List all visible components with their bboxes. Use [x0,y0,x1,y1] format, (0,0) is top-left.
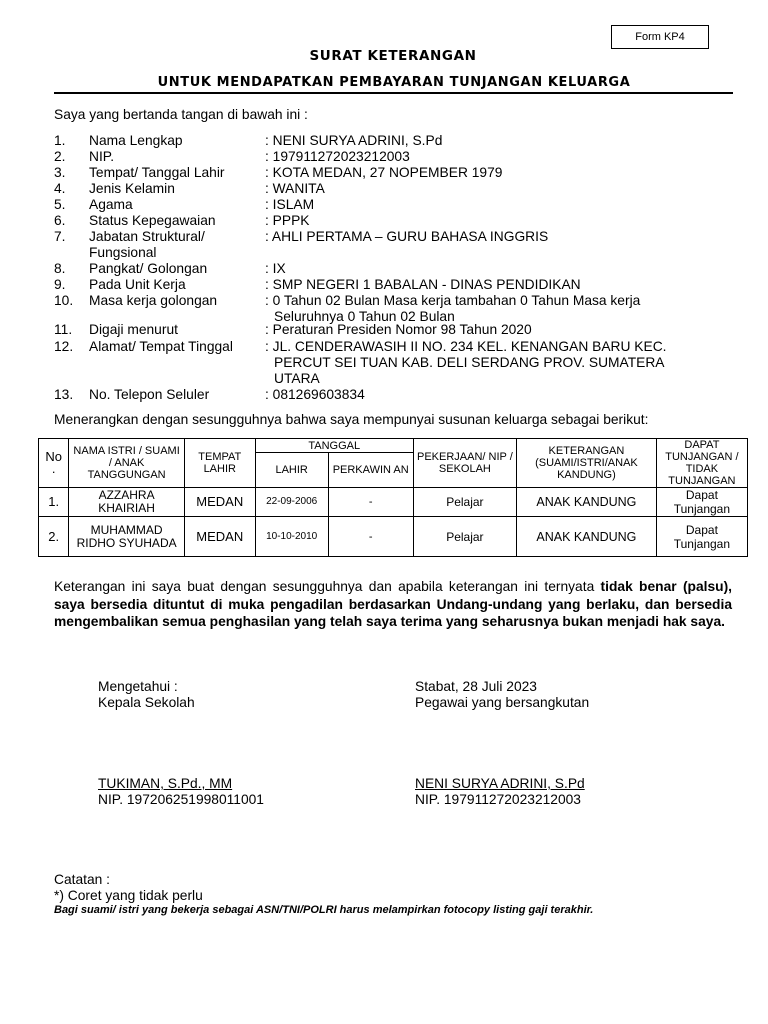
field-value-line: : 0 Tahun 02 Bulan Masa kerja tambahan 0 Tahun Masa kerja [265,293,641,308]
statement-bold: tidak benar (palsu), saya bersedia dituntut di muka pengadilan berdasarkan Undang-undang yang berlaku, dan bersedia mengembalikan semua penghasilan yang telah saya terima yang seharusnya bukan menjadi hak saya. [54,579,732,629]
field-number: 2. [54,149,66,164]
field-label: No. Telepon Seluler [89,387,210,402]
field-number: 1. [54,133,66,148]
cell-dapat: Dapat Tunjangan [656,517,747,557]
principal-name: TUKIMAN, S.Pd., MM [98,776,233,791]
field-value-line: : JL. CENDERAWASIH II NO. 234 KEL. KENANGAN BARU KEC. [265,339,667,354]
cell-dapat: Dapat Tunjangan [656,488,747,517]
field-value [265,293,735,325]
notes-line-1: *) Coret yang tidak perlu [54,888,203,903]
statement-paragraph [54,578,732,631]
field-value [265,339,735,387]
form-code-box [611,25,709,49]
field-number: 4. [54,181,66,196]
field-number: 12. [54,339,74,354]
cell-pekerjaan: Pelajar [413,488,516,517]
family-lead-text: Menerangkan dengan sesungguhnya bahwa saya mempunyai susunan keluarga sebagai berikut: [54,412,649,427]
field-number: 7. [54,229,66,244]
field-number: 10. [54,293,74,308]
field-label: NIP. [89,149,115,164]
field-label [89,229,264,261]
header-no-dot: . [51,461,56,476]
field-label: Masa kerja golongan [89,293,218,308]
field-value: : AHLI PERTAMA – GURU BAHASA INGGRIS [265,229,549,244]
header-keterangan: KETERANGAN (SUAMI/ISTRI/ANAK KANDUNG) [517,439,657,488]
field-number: 9. [54,277,66,292]
field-number: 8. [54,261,66,276]
notes-line-2: Bagi suami/ istri yang bekerja sebagai ASN/TNI/POLRI harus melampirkan fotocopy listing gaji terakhir. [54,904,594,916]
field-label: Alamat/ Tempat Tinggal [89,339,233,354]
left-signatory [98,776,264,808]
cell-lahir: 10-10-2010 [255,517,328,557]
field-label: Status Kepegawaian [89,213,216,228]
notes-block [54,872,203,904]
header-no [39,439,69,488]
principal-nip: NIP. 197206251998011001 [98,792,264,807]
cell-tempat: MEDAN [184,517,255,557]
field-number: 3. [54,165,66,180]
field-label: Tempat/ Tanggal Lahir [89,165,225,180]
cell-pekerjaan: Pelajar [413,517,516,557]
field-value: : IX [265,261,286,276]
field-label: Jenis Kelamin [89,181,175,196]
field-label: Pangkat/ Golongan [89,261,208,276]
cell-tempat: MEDAN [184,488,255,517]
title-rule [54,92,733,94]
field-value: : SMP NEGERI 1 BABALAN - DINAS PENDIDIKAN [265,277,581,292]
field-number: 11. [54,322,73,337]
right-signature-block [415,679,589,711]
place-date: Stabat, 28 Juli 2023 [415,679,537,694]
header-tanggal: TANGGAL [255,439,413,453]
family-table [38,438,748,557]
field-number: 6. [54,213,66,228]
cell-keterangan: ANAK KANDUNG [517,488,657,517]
cell-nama: AZZAHRA KHAIRIAH [69,488,184,517]
field-value: : PPPK [265,213,310,228]
statement-normal: Keterangan ini saya buat dengan sesungguhnya dan apabila keterangan ini ternyata [54,579,601,594]
field-value-line: PERCUT SEI TUAN KAB. DELI SERDANG PROV. SUMATERA [274,355,665,370]
left-signature-block [98,679,195,711]
header-perkawinan: PERKAWIN AN [328,453,413,488]
acknowledge-label: Mengetahui : [98,679,178,694]
cell-nama: MUHAMMAD RIDHO SYUHADA [69,517,184,557]
cell-no: 1. [39,488,69,517]
field-value: : 197911272023212003 [265,149,410,164]
table-row [39,517,748,557]
field-value: : WANITA [265,181,325,196]
header-no-text: No [45,449,62,464]
field-label: Agama [89,197,133,212]
field-value: : 081269603834 [265,387,365,402]
field-label: Pada Unit Kerja [89,277,186,292]
field-label: Digaji menurut [89,322,178,337]
table-header-row [39,439,748,453]
field-number: 5. [54,197,66,212]
table-row [39,488,748,517]
employee-name: NENI SURYA ADRINI, S.Pd [415,776,585,791]
field-label-line: Fungsional [89,245,157,260]
employee-nip: NIP. 197911272023212003 [415,792,581,807]
cell-keterangan: ANAK KANDUNG [517,517,657,557]
field-value: : KOTA MEDAN, 27 NOPEMBER 1979 [265,165,503,180]
header-pekerjaan: PEKERJAAN/ NIP / SEKOLAH [413,439,516,488]
document-subtitle: UNTUK MENDAPATKAN PEMBAYARAN TUNJANGAN KELUARGA [157,75,631,90]
principal-title: Kepala Sekolah [98,695,195,710]
notes-title: Catatan : [54,872,110,887]
field-value: : Peraturan Presiden Nomor 98 Tahun 2020 [265,322,532,337]
field-value-line: Seluruhnya 0 Tahun 02 Bulan [274,309,455,324]
field-label-line: Jabatan Struktural/ [89,229,205,244]
cell-no: 2. [39,517,69,557]
header-dapat: DAPAT TUNJANGAN / TIDAK TUNJANGAN [656,439,747,488]
field-value-line: UTARA [274,371,320,386]
cell-lahir: 22-09-2006 [255,488,328,517]
field-value: : ISLAM [265,197,315,212]
field-value: : NENI SURYA ADRINI, S.Pd [265,133,443,148]
header-lahir: LAHIR [255,453,328,488]
right-signatory [415,776,585,808]
header-nama: NAMA ISTRI / SUAMI / ANAK TANGGUNGAN [69,439,184,488]
document-title: SURAT KETERANGAN [309,48,477,64]
form-code: Form KP4 [635,31,685,43]
cell-perkawinan: - [328,517,413,557]
intro-text: Saya yang bertanda tangan di bawah ini : [54,107,308,122]
cell-perkawinan: - [328,488,413,517]
employee-title: Pegawai yang bersangkutan [415,695,590,710]
header-tempat: TEMPAT LAHIR [184,439,255,488]
field-label: Nama Lengkap [89,133,183,148]
field-number: 13. [54,387,74,402]
